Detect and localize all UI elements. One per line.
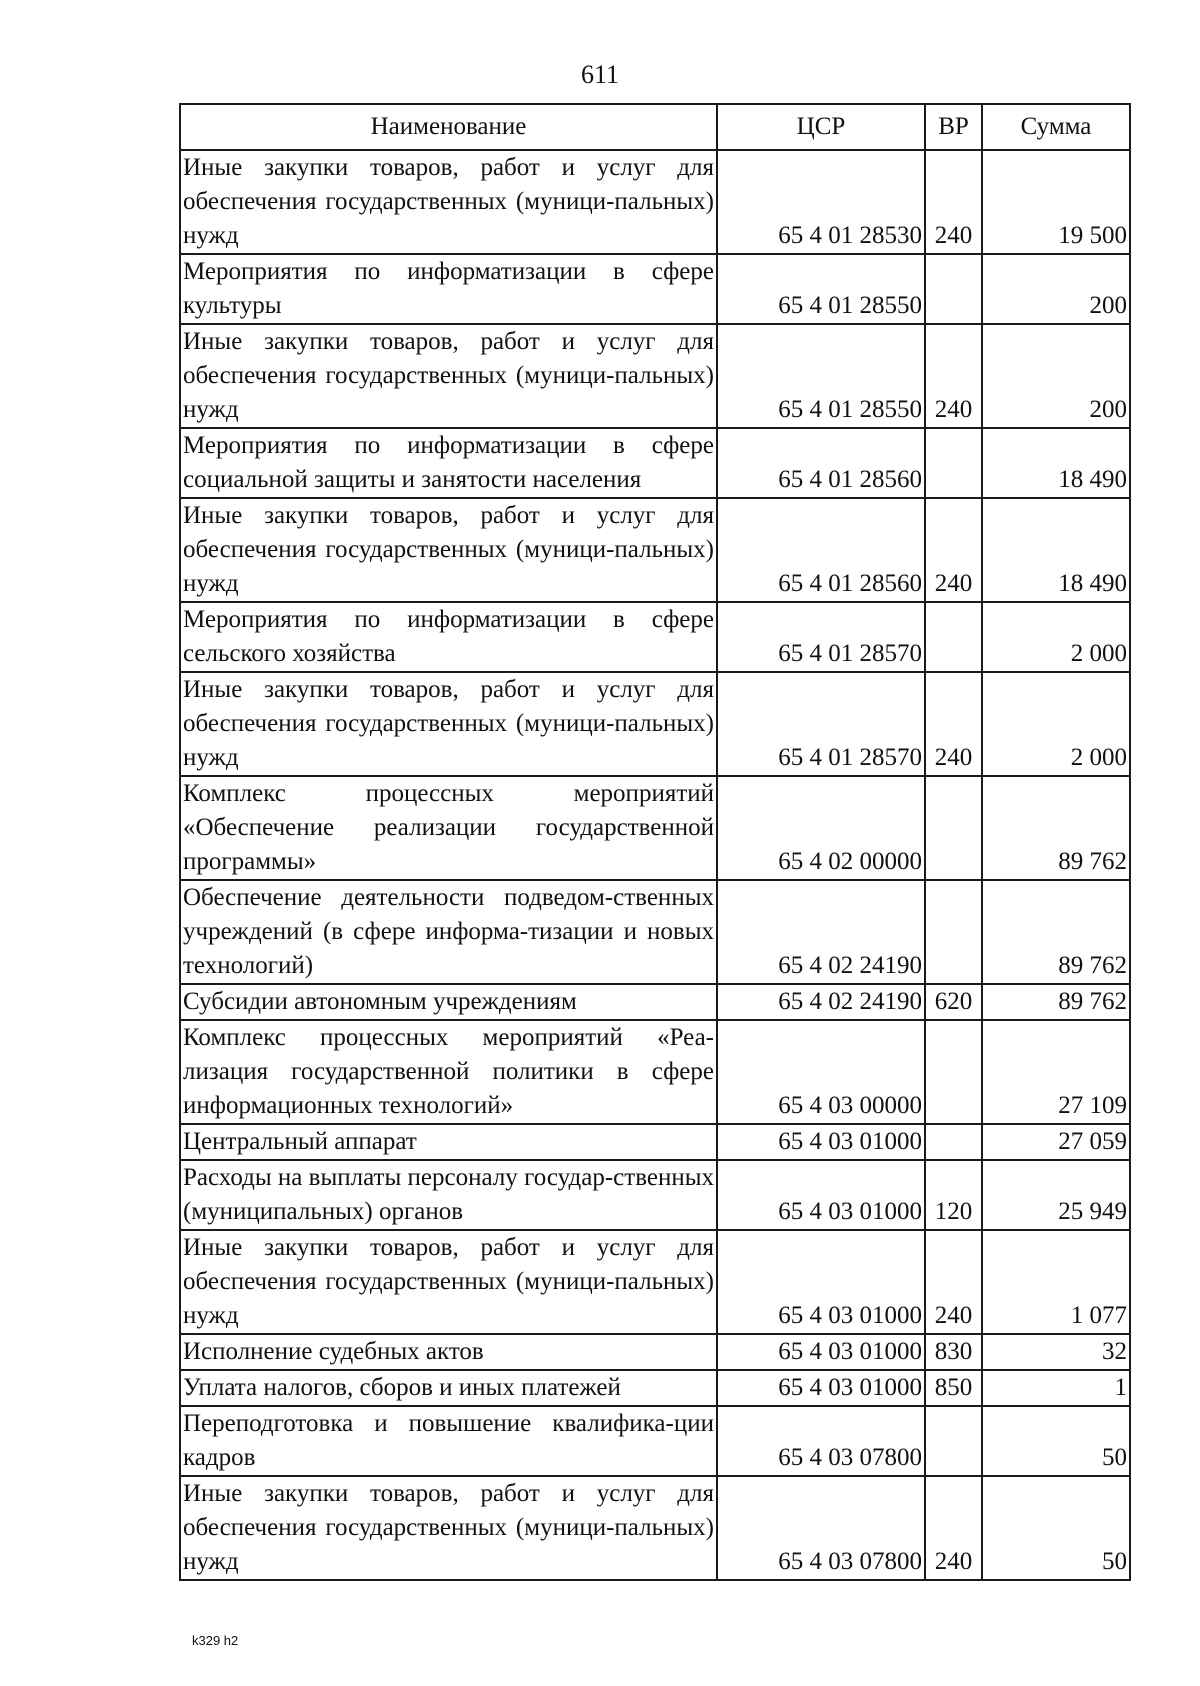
row-csr: 65 4 03 07800 bbox=[717, 1406, 925, 1476]
row-csr: 65 4 01 28570 bbox=[717, 672, 925, 776]
row-sum: 200 bbox=[982, 254, 1130, 324]
table-row bbox=[180, 984, 1130, 1020]
row-sum: 50 bbox=[982, 1476, 1130, 1580]
row-vr bbox=[925, 1020, 982, 1124]
row-name: Иные закупки товаров, работ и услуг для обеспечения государственных (муници-пальных) нужд bbox=[180, 1476, 717, 1580]
row-name: Уплата налогов, сборов и иных платежей bbox=[180, 1370, 717, 1406]
row-vr: 240 bbox=[925, 150, 982, 254]
row-csr: 65 4 03 01000 bbox=[717, 1124, 925, 1160]
table-row bbox=[180, 428, 1130, 498]
row-vr bbox=[925, 602, 982, 672]
row-sum: 27 109 bbox=[982, 1020, 1130, 1124]
table-row bbox=[180, 324, 1130, 428]
row-vr: 240 bbox=[925, 1476, 982, 1580]
row-vr bbox=[925, 1406, 982, 1476]
row-vr: 240 bbox=[925, 324, 982, 428]
header-vr: ВР bbox=[925, 104, 982, 150]
row-sum: 32 bbox=[982, 1334, 1130, 1370]
row-vr bbox=[925, 1124, 982, 1160]
table-row bbox=[180, 672, 1130, 776]
row-name: Комплекс процессных мероприятий «Обеспечение реализации государственной программы» bbox=[180, 776, 717, 880]
row-csr: 65 4 03 07800 bbox=[717, 1476, 925, 1580]
table-row bbox=[180, 1406, 1130, 1476]
row-sum: 89 762 bbox=[982, 880, 1130, 984]
row-sum: 1 077 bbox=[982, 1230, 1130, 1334]
row-csr: 65 4 03 01000 bbox=[717, 1160, 925, 1230]
row-name: Иные закупки товаров, работ и услуг для обеспечения государственных (муници-пальных) нужд bbox=[180, 324, 717, 428]
table-row bbox=[180, 776, 1130, 880]
row-csr: 65 4 01 28550 bbox=[717, 324, 925, 428]
row-name: Иные закупки товаров, работ и услуг для обеспечения государственных (муници-пальных) нужд bbox=[180, 498, 717, 602]
table-row bbox=[180, 1334, 1130, 1370]
row-name: Иные закупки товаров, работ и услуг для обеспечения государственных (муници-пальных) нужд bbox=[180, 1230, 717, 1334]
row-name: Мероприятия по информатизации в сфере социальной защиты и занятости населения bbox=[180, 428, 717, 498]
row-vr bbox=[925, 428, 982, 498]
table-row bbox=[180, 1476, 1130, 1580]
row-vr: 240 bbox=[925, 498, 982, 602]
table-row bbox=[180, 602, 1130, 672]
row-csr: 65 4 03 00000 bbox=[717, 1020, 925, 1124]
row-name: Мероприятия по информатизации в сфере культуры bbox=[180, 254, 717, 324]
row-vr bbox=[925, 880, 982, 984]
table-row bbox=[180, 150, 1130, 254]
row-csr: 65 4 01 28570 bbox=[717, 602, 925, 672]
row-name: Иные закупки товаров, работ и услуг для обеспечения государственных (муници-пальных) нужд bbox=[180, 672, 717, 776]
footer-code: k329 h2 bbox=[192, 1633, 239, 1648]
table-row bbox=[180, 1160, 1130, 1230]
row-vr: 620 bbox=[925, 984, 982, 1020]
row-csr: 65 4 01 28560 bbox=[717, 498, 925, 602]
row-csr: 65 4 03 01000 bbox=[717, 1230, 925, 1334]
row-vr: 830 bbox=[925, 1334, 982, 1370]
header-sum: Сумма bbox=[982, 104, 1130, 150]
budget-table bbox=[179, 103, 1131, 1581]
row-sum: 27 059 bbox=[982, 1124, 1130, 1160]
table-row bbox=[180, 880, 1130, 984]
row-vr: 240 bbox=[925, 1230, 982, 1334]
row-csr: 65 4 01 28560 bbox=[717, 428, 925, 498]
table-row bbox=[180, 1020, 1130, 1124]
table-row bbox=[180, 498, 1130, 602]
row-csr: 65 4 03 01000 bbox=[717, 1334, 925, 1370]
row-name: Расходы на выплаты персоналу государ-ственных (муниципальных) органов bbox=[180, 1160, 717, 1230]
row-sum: 25 949 bbox=[982, 1160, 1130, 1230]
row-sum: 1 bbox=[982, 1370, 1130, 1406]
table-row bbox=[180, 1124, 1130, 1160]
row-csr: 65 4 03 01000 bbox=[717, 1370, 925, 1406]
row-name: Иные закупки товаров, работ и услуг для обеспечения государственных (муници-пальных) нужд bbox=[180, 150, 717, 254]
row-sum: 50 bbox=[982, 1406, 1130, 1476]
row-name: Комплекс процессных мероприятий «Реа-лизация государственной политики в сфере информационных технологий» bbox=[180, 1020, 717, 1124]
row-sum: 89 762 bbox=[982, 984, 1130, 1020]
row-csr: 65 4 02 00000 bbox=[717, 776, 925, 880]
row-sum: 18 490 bbox=[982, 498, 1130, 602]
row-name: Центральный аппарат bbox=[180, 1124, 717, 1160]
row-csr: 65 4 01 28530 bbox=[717, 150, 925, 254]
row-name: Исполнение судебных актов bbox=[180, 1334, 717, 1370]
row-sum: 19 500 bbox=[982, 150, 1130, 254]
page-number: 611 bbox=[580, 60, 620, 89]
header-csr: ЦСР bbox=[717, 104, 925, 150]
row-vr: 120 bbox=[925, 1160, 982, 1230]
row-vr bbox=[925, 776, 982, 880]
row-sum: 18 490 bbox=[982, 428, 1130, 498]
header-name: Наименование bbox=[180, 104, 717, 150]
row-csr: 65 4 02 24190 bbox=[717, 880, 925, 984]
row-csr: 65 4 01 28550 bbox=[717, 254, 925, 324]
row-name: Мероприятия по информатизации в сфере сельского хозяйства bbox=[180, 602, 717, 672]
row-name: Переподготовка и повышение квалифика-ции кадров bbox=[180, 1406, 717, 1476]
row-sum: 89 762 bbox=[982, 776, 1130, 880]
row-sum: 2 000 bbox=[982, 672, 1130, 776]
row-name: Обеспечение деятельности подведом-ственных учреждений (в сфере информа-тизации и новых технологий) bbox=[180, 880, 717, 984]
row-sum: 200 bbox=[982, 324, 1130, 428]
table-row bbox=[180, 1370, 1130, 1406]
row-csr: 65 4 02 24190 bbox=[717, 984, 925, 1020]
row-vr: 850 bbox=[925, 1370, 982, 1406]
row-sum: 2 000 bbox=[982, 602, 1130, 672]
row-vr bbox=[925, 254, 982, 324]
table-header-row bbox=[180, 104, 1130, 150]
table-row bbox=[180, 1230, 1130, 1334]
row-name: Субсидии автономным учреждениям bbox=[180, 984, 717, 1020]
table-row bbox=[180, 254, 1130, 324]
row-vr: 240 bbox=[925, 672, 982, 776]
